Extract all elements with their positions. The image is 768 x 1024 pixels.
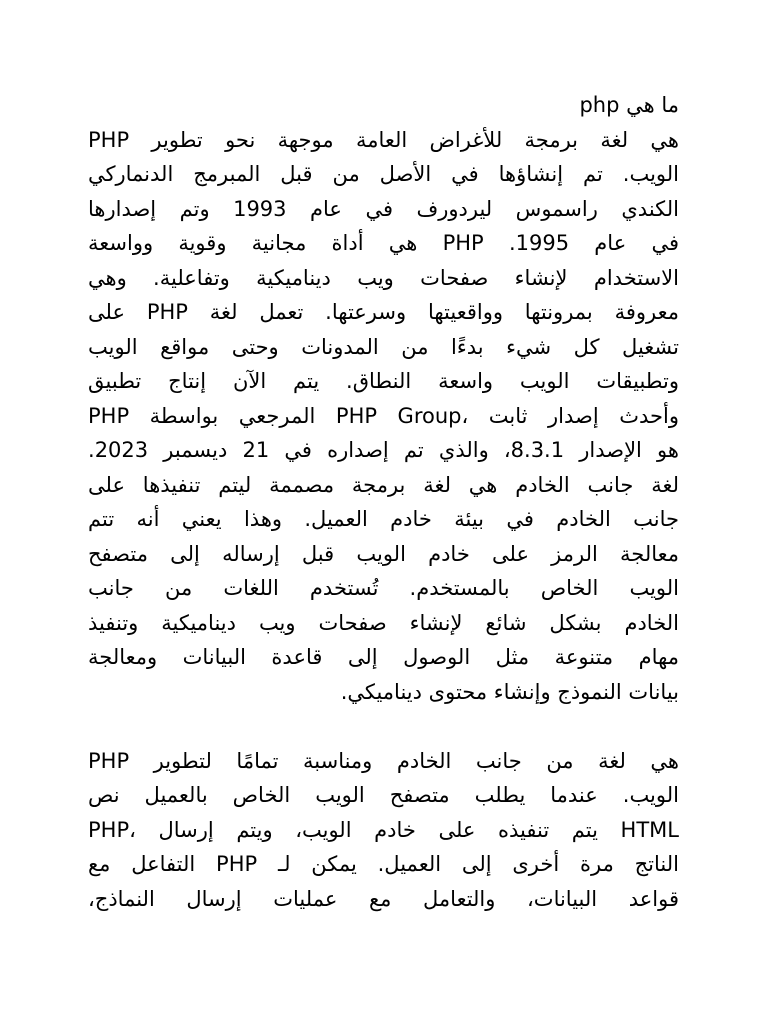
paragraph-line: في عام 1995. PHP هي أداة مجانية وقوية وواسعة [88,231,679,255]
paragraph-line: الويب. تم إنشاؤها في الأصل من قبل المبرمج الدنماركي [88,162,679,186]
paragraph-line: PHP، يتم تنفيذه على خادم الويب، ويتم إرسال HTML [88,817,679,842]
document-page [88,88,679,916]
paragraph-line: لغة جانب الخادم هي لغة برمجة مصممة ليتم تنفيذها على [88,472,679,497]
paragraph-line: جانب الخادم في بيئة خادم العميل. وهذا يعني أنه تتم [88,507,679,531]
paragraph-line: معالجة الرمز على خادم الويب قبل إرساله إلى متصفح [88,541,679,566]
paragraph-line: معروفة بمرونتها وواقعيتها وسرعتها. تعمل لغة PHP على [88,300,679,324]
paragraph-spacer [88,709,679,744]
document-title: ما هي php [579,93,679,117]
paragraph-line: الويب. عندما يطلب متصفح الويب الخاص بالعميل نص [88,783,679,807]
paragraph-line: وتطبيقات الويب واسعة النطاق. يتم الآن إنتاج تطبيق [88,369,679,393]
paragraph-line: الويب الخاص بالمستخدم. تُستخدم اللغات من جانب [88,576,679,600]
paragraph-line: هو الإصدار 8.3.1، والذي تم إصداره في 21 ديسمبر 2023. [88,438,679,462]
paragraph-line: مهام متنوعة مثل الوصول إلى قاعدة البيانات ومعالجة [88,645,679,669]
paragraph-line: الخادم بشكل شائع لإنشاء صفحات ويب ديناميكية وتنفيذ [88,610,679,635]
paragraph-line: الكندي راسموس ليردورف في عام 1993 وتم إصدارها [88,196,679,221]
paragraph-line: بيانات النموذج وإنشاء محتوى ديناميكي. [340,679,679,704]
paragraph-line: PHP هي لغة من جانب الخادم ومناسبة تمامًا لتطوير [88,748,679,773]
paragraph-1 [88,123,679,710]
paragraph-line: الاستخدام لإنشاء صفحات ويب ديناميكية وتفاعلية. وهي [88,265,679,290]
paragraph-line: قواعد البيانات، والتعامل مع عمليات إرسال النماذج، [88,886,679,911]
paragraph-line: تشغيل كل شيء بدءًا من المدونات وحتى مواقع الويب [88,334,679,359]
paragraph-line: الناتج مرة أخرى إلى العميل. يمكن لـ PHP التفاعل مع [88,852,679,876]
paragraph-line: PHP هي لغة برمجة للأغراض العامة موجهة نحو تطوير [88,127,679,152]
paragraph-2 [88,744,679,917]
paragraph-line: PHP المرجعي بواسطة PHP Group، وأحدث إصدار ثابت [88,403,679,428]
